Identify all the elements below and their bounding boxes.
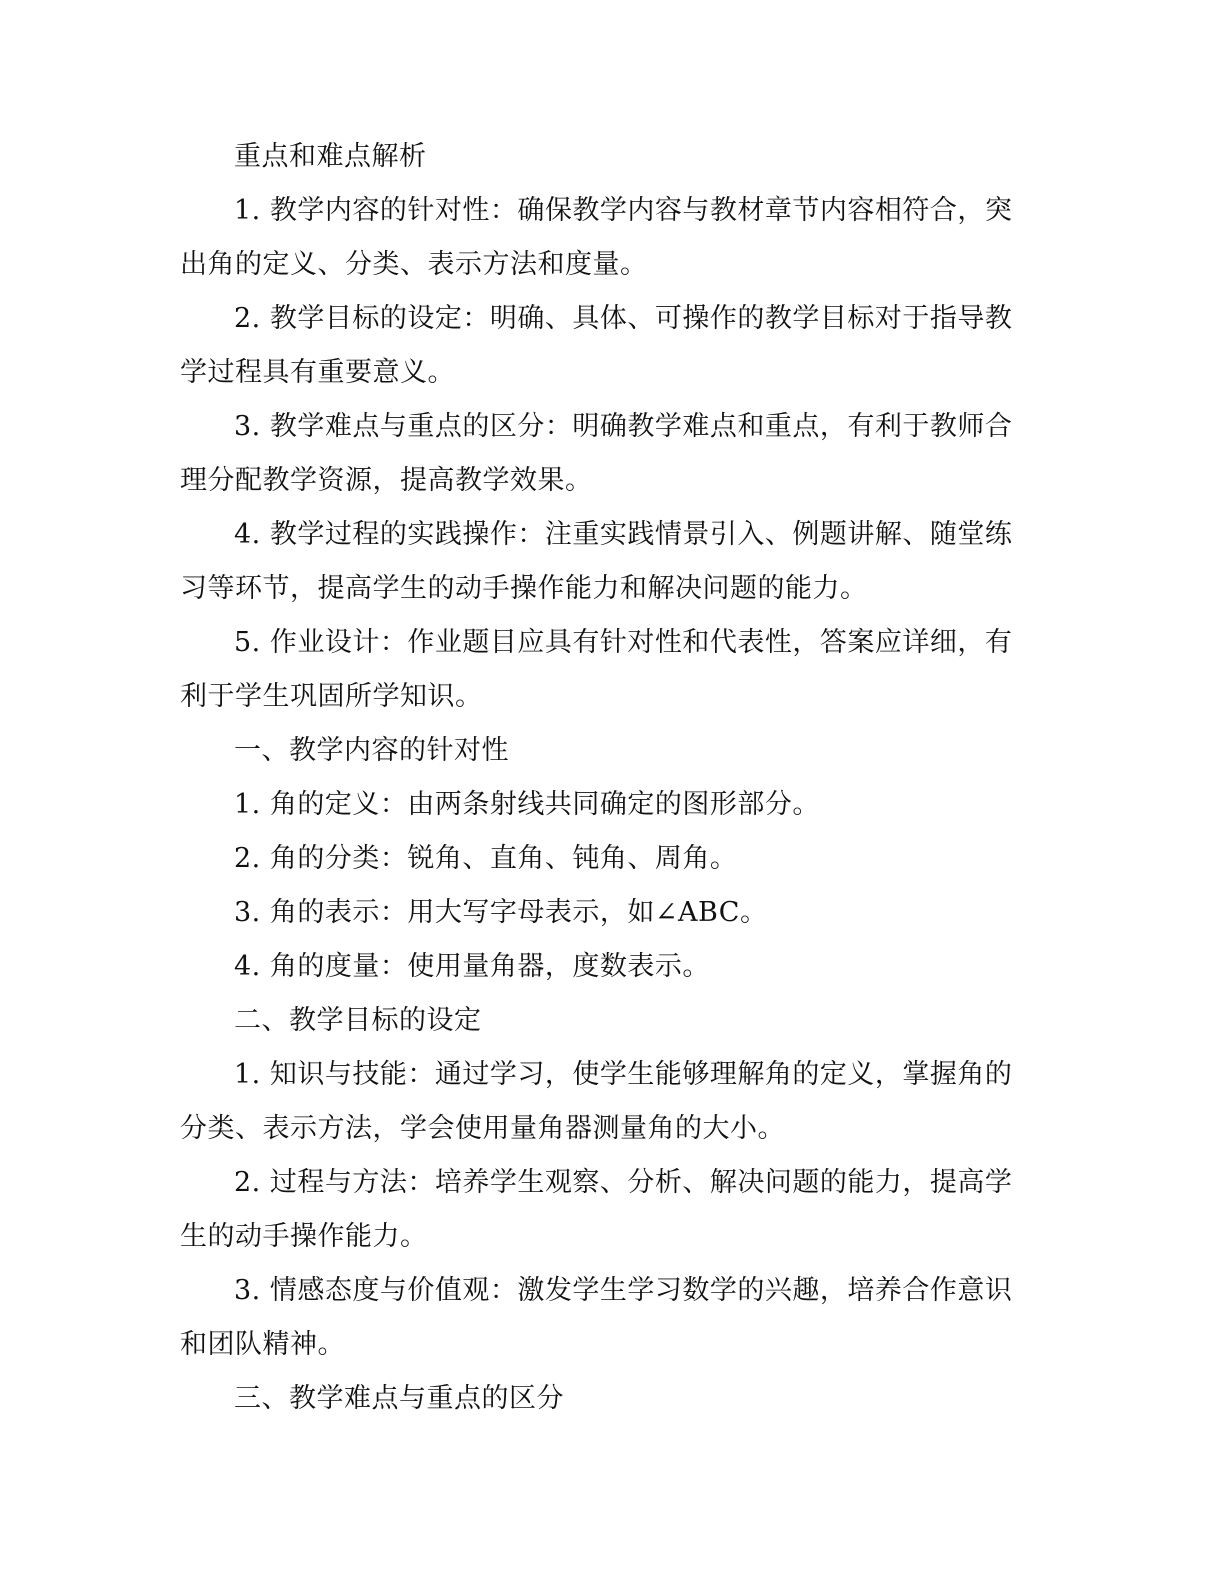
section-item: 1. 角的定义：由两条射线共同确定的图形部分。: [234, 789, 820, 820]
section-item: 3. 情感态度与价值观：激发学生学习数学的兴趣，培养合作意识和团队精神。: [180, 1275, 1013, 1360]
summary-item: 3. 教学难点与重点的区分：明确教学难点和重点，有利于教师合理分配教学资源，提高教学效果。: [180, 411, 1013, 496]
summary-item: 2. 教学目标的设定：明确、具体、可操作的教学目标对于指导教学过程具有重要意义。: [180, 303, 1013, 388]
section-item: 3. 角的表示：用大写字母表示，如∠ABC。: [234, 897, 768, 928]
document-title: 重点和难点解析: [234, 141, 427, 172]
document-page: [180, 130, 1026, 1426]
section-item: 4. 角的度量：使用量角器，度数表示。: [234, 951, 710, 982]
summary-item: 4. 教学过程的实践操作：注重实践情景引入、例题讲解、随堂练习等环节，提高学生的动手操作能力和解决问题的能力。: [180, 519, 1013, 604]
section-heading: 三、教学难点与重点的区分: [234, 1383, 564, 1414]
section-item: 2. 角的分类：锐角、直角、钝角、周角。: [234, 843, 738, 874]
section-item: 1. 知识与技能：通过学习，使学生能够理解角的定义，掌握角的分类、表示方法，学会使用量角器测量角的大小。: [180, 1059, 1013, 1144]
summary-item: 5. 作业设计：作业题目应具有针对性和代表性，答案应详细，有利于学生巩固所学知识。: [180, 627, 1013, 712]
section-heading: 一、教学内容的针对性: [234, 735, 509, 766]
summary-item: 1. 教学内容的针对性：确保教学内容与教材章节内容相符合，突出角的定义、分类、表示方法和度量。: [180, 195, 1013, 280]
section-item: 2. 过程与方法：培养学生观察、分析、解决问题的能力，提高学生的动手操作能力。: [180, 1167, 1013, 1252]
section-heading: 二、教学目标的设定: [234, 1005, 482, 1036]
